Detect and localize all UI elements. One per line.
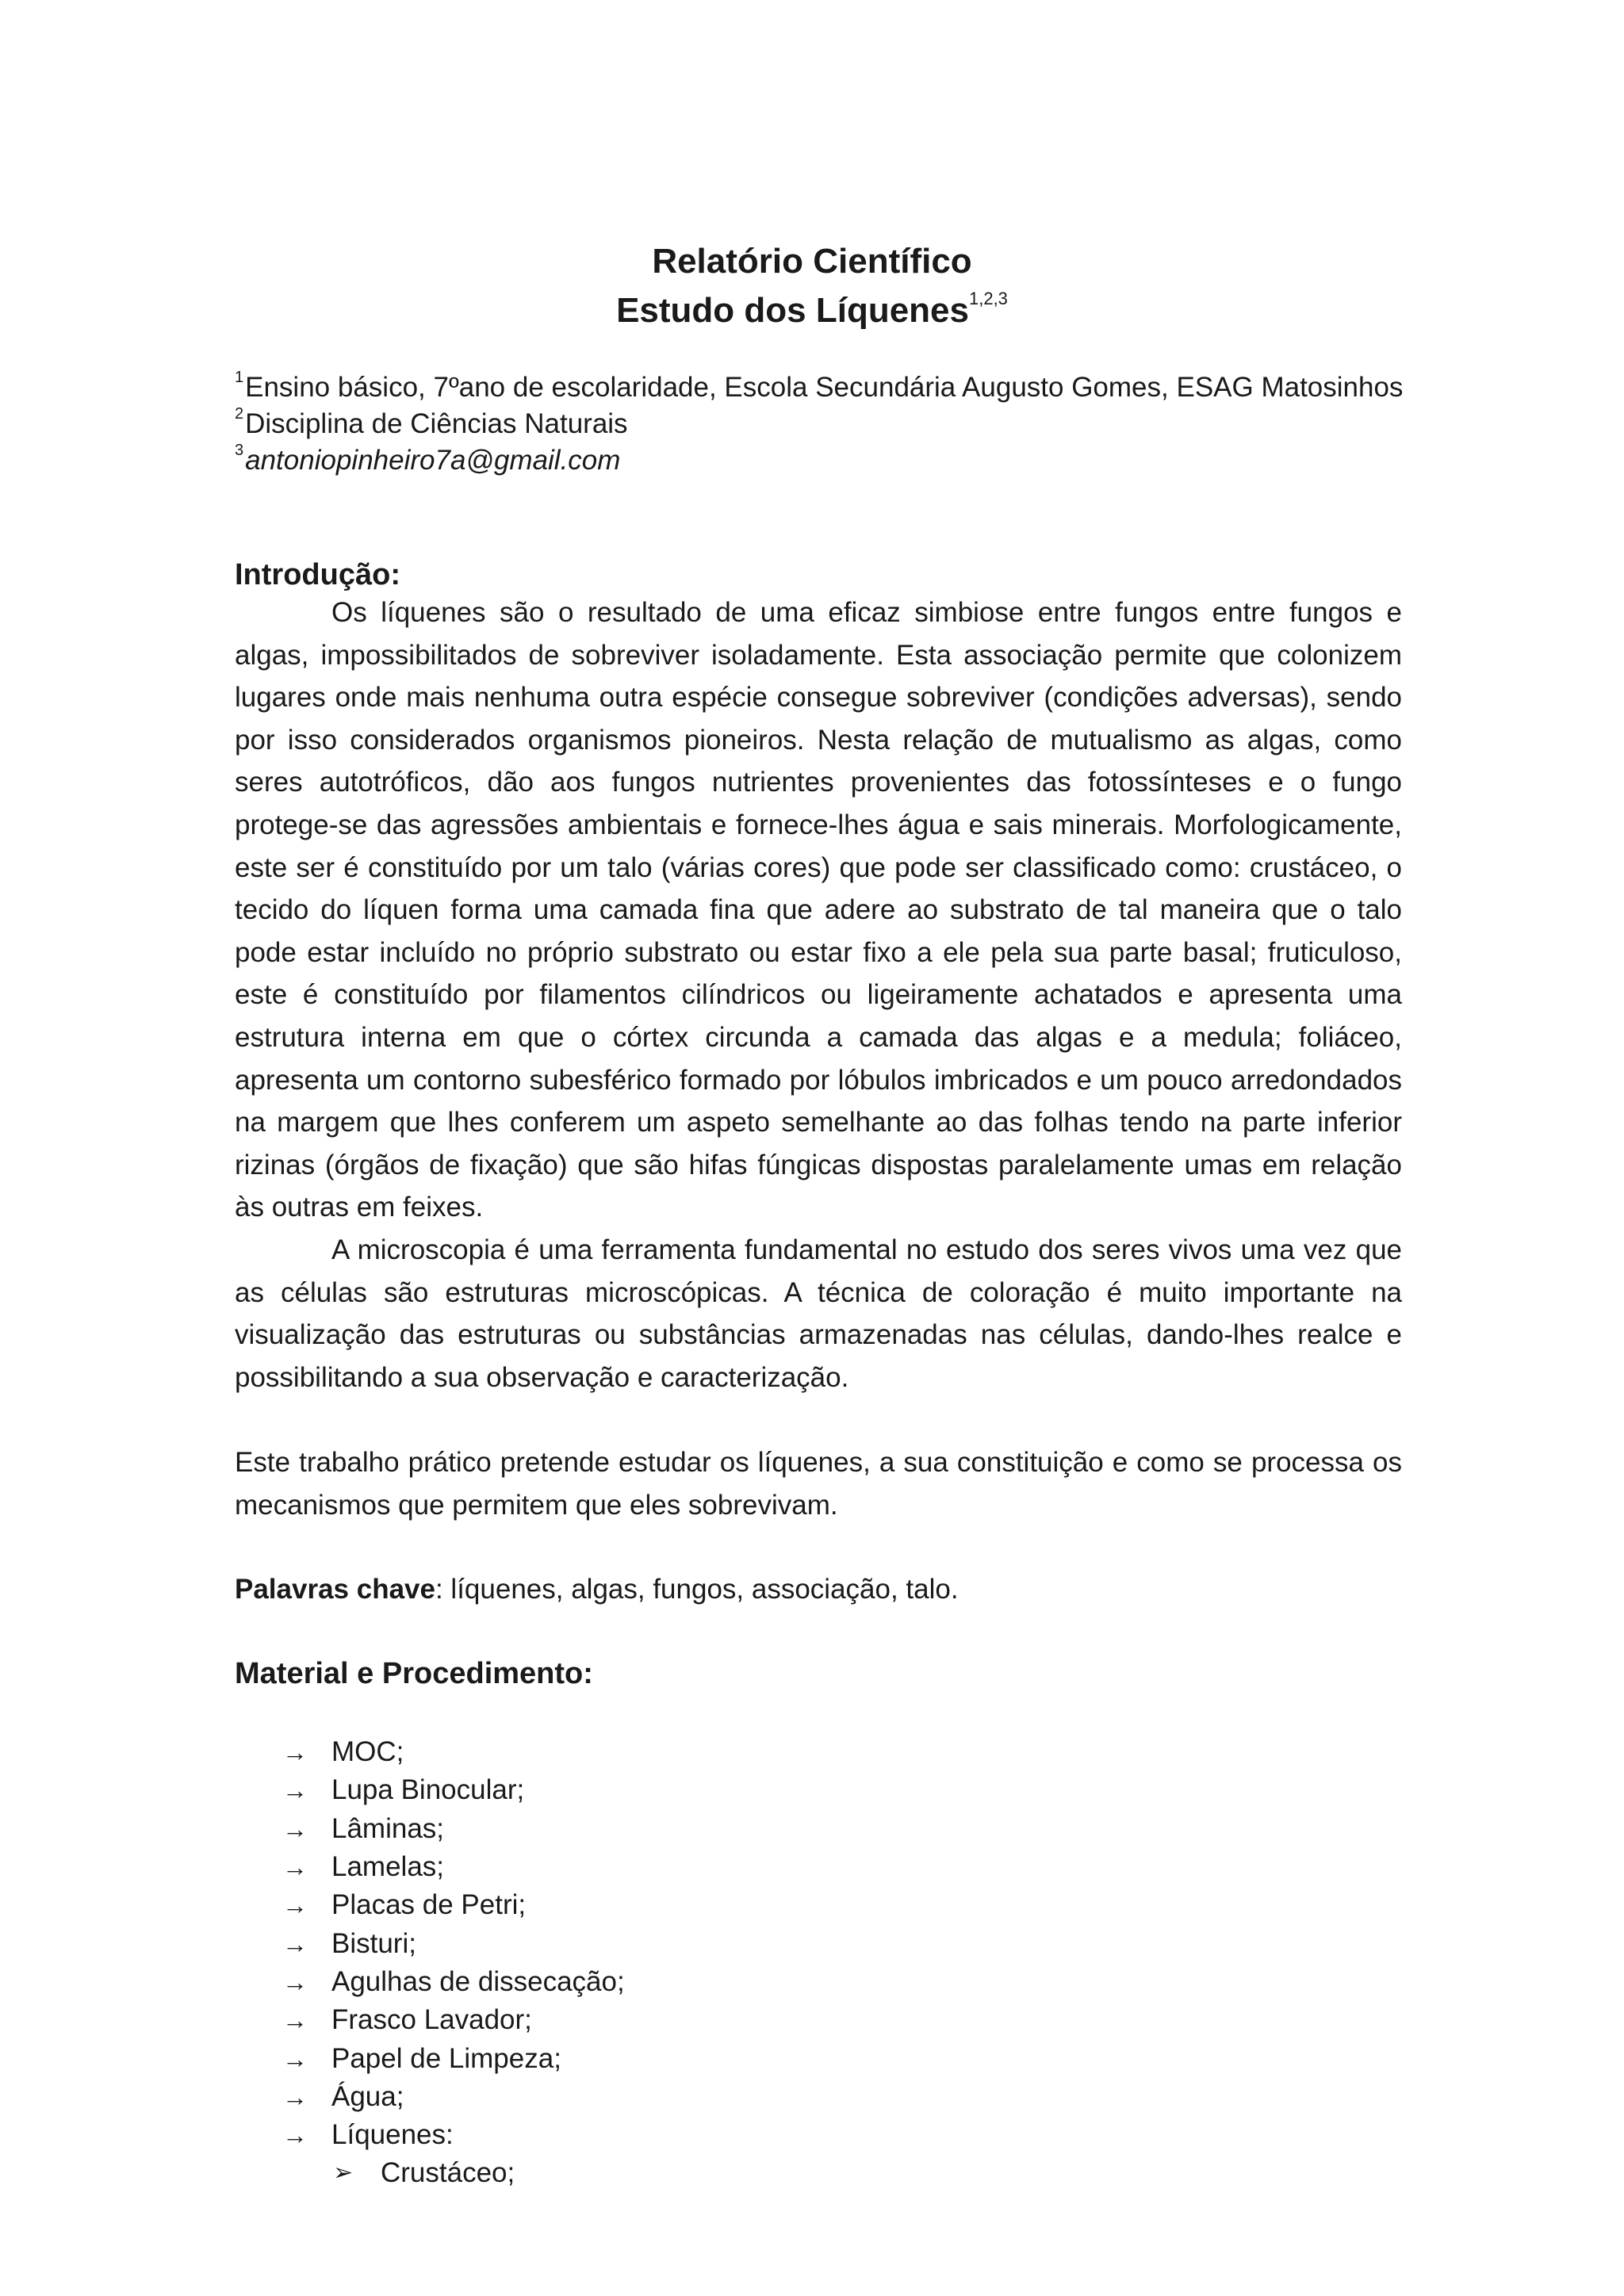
document-title: Relatório Científico	[652, 242, 972, 281]
affiliation-2-mark: 2	[235, 405, 244, 423]
affiliation-3	[235, 442, 620, 479]
keywords-label: Palavras chave	[235, 1574, 435, 1605]
list-item	[282, 2078, 625, 2116]
sub-list-item	[333, 2154, 515, 2192]
introduction-paragraph-3: Este trabalho prático pretende estudar os líquenes, a sua constituição e como se processa os mecanismos que permitem que eles sobrevivam.	[235, 1447, 1402, 1521]
list-item-text: MOC;	[331, 1736, 404, 1768]
arrow-icon: →	[282, 1738, 308, 1767]
affiliation-3-mark: 3	[235, 442, 244, 459]
arrow-icon: →	[282, 1967, 308, 1996]
arrow-icon: →	[282, 2044, 308, 2073]
introduction-paragraph-2: A microscopia é uma ferramenta fundamental no estudo dos seres vivos uma vez que as células são estruturas microscópicas. A técnica de coloração é muito importante na visualização das estruturas ou substâncias armazenadas nas células, dando-lhes realce e possibilitando a sua observação e caracterização.	[235, 1234, 1402, 1393]
list-item	[282, 1963, 625, 2001]
affiliation-2	[235, 406, 628, 442]
list-item-text: Líquenes:	[331, 2119, 454, 2151]
list-item	[282, 2001, 625, 2039]
sub-list-item-text: Crustáceo;	[381, 2157, 515, 2188]
list-item	[282, 1924, 625, 1962]
list-item-text: Frasco Lavador;	[331, 2004, 532, 2036]
list-item	[282, 1886, 625, 1924]
introduction-heading: Introdução:	[235, 558, 400, 591]
list-item-text: Bisturi;	[331, 1927, 416, 1959]
arrow-icon: →	[282, 1929, 308, 1958]
list-item	[282, 1810, 625, 1848]
list-item-text: Lamelas;	[331, 1851, 445, 1883]
arrow-icon: →	[282, 2006, 308, 2035]
affiliation-1	[235, 369, 1403, 406]
affiliation-1-text: Ensino básico, 7ºano de escolaridade, Escola Secundária Augusto Gomes, ESAG Matosinhos	[245, 372, 1404, 403]
keywords-text: : líquenes, algas, fungos, associação, talo.	[435, 1574, 959, 1605]
affiliation-2-text: Disciplina de Ciências Naturais	[245, 408, 628, 439]
list-item-text: Placas de Petri;	[331, 1889, 527, 1921]
arrow-icon: →	[282, 2121, 308, 2150]
affiliation-1-mark: 1	[235, 369, 244, 386]
list-item	[282, 2039, 625, 2077]
arrow-icon: →	[282, 1853, 308, 1882]
subtitle-text: Estudo dos Líquenes	[616, 291, 969, 330]
arrow-icon: →	[282, 2082, 308, 2111]
author-email: antoniopinheiro7a@gmail.com	[245, 445, 621, 476]
arrow-icon: →	[282, 1814, 308, 1843]
list-item	[282, 2116, 625, 2154]
list-item-text: Lupa Binocular;	[331, 1774, 525, 1806]
materials-heading: Material e Procedimento:	[235, 1657, 593, 1690]
introduction-paragraph-1: Os líquenes são o resultado de uma eficaz simbiose entre fungos entre fungos e algas, impossibilitados de sobreviver isoladamente. Esta associação permite que colonizem lugares onde mais nenhuma outra espécie consegue sobreviver (condições adversas), sendo por isso considerados organismos pioneiros. Nesta relação de mutualismo as algas, como seres autotróficos, dão aos fungos nutrientes provenientes das fotossínteses e o fungo protege-se das agressões ambientais e fornece-lhes água e sais minerais. Morfologicamente, este ser é constituído por um talo (várias cores) que pode ser classificado como: crustáceo, o tecido do líquen forma uma camada fina que adere ao substrato de tal maneira que o talo pode estar incluído no próprio substrato ou estar fixo a ele pela sua parte basal; fruticuloso, este é constituído por filamentos cilíndricos ou ligeiramente achatados e apresenta uma estrutura interna em que o córtex circunda a camada das algas e a medula; foliáceo, apresenta um contorno subesférico formado por lóbulos imbricados e um pouco arredondados na margem que lhes conferem um aspeto semelhante ao das folhas tendo na parte inferior rizinas (órgãos de fixação) que são hifas fúngicas dispostas paralelamente umas em relação às outras em feixes.	[235, 597, 1402, 1223]
keywords	[235, 1568, 1402, 1611]
list-item-text: Lâminas;	[331, 1812, 445, 1844]
arrowhead-bullet-icon: ➢	[333, 2160, 354, 2186]
list-item-text: Papel de Limpeza;	[331, 2042, 561, 2074]
list-item	[282, 1733, 625, 1771]
list-item	[282, 1771, 625, 1809]
list-item-text: Agulhas de dissecação;	[331, 1965, 625, 1997]
list-item-text: Água;	[331, 2080, 404, 2112]
arrow-icon: →	[282, 1776, 308, 1805]
arrow-icon: →	[282, 1891, 308, 1920]
materials-list	[282, 1733, 625, 2154]
list-item	[282, 1848, 625, 1886]
subtitle-footnote-marks: 1,2,3	[968, 289, 1008, 308]
document-subtitle	[0, 287, 1624, 335]
